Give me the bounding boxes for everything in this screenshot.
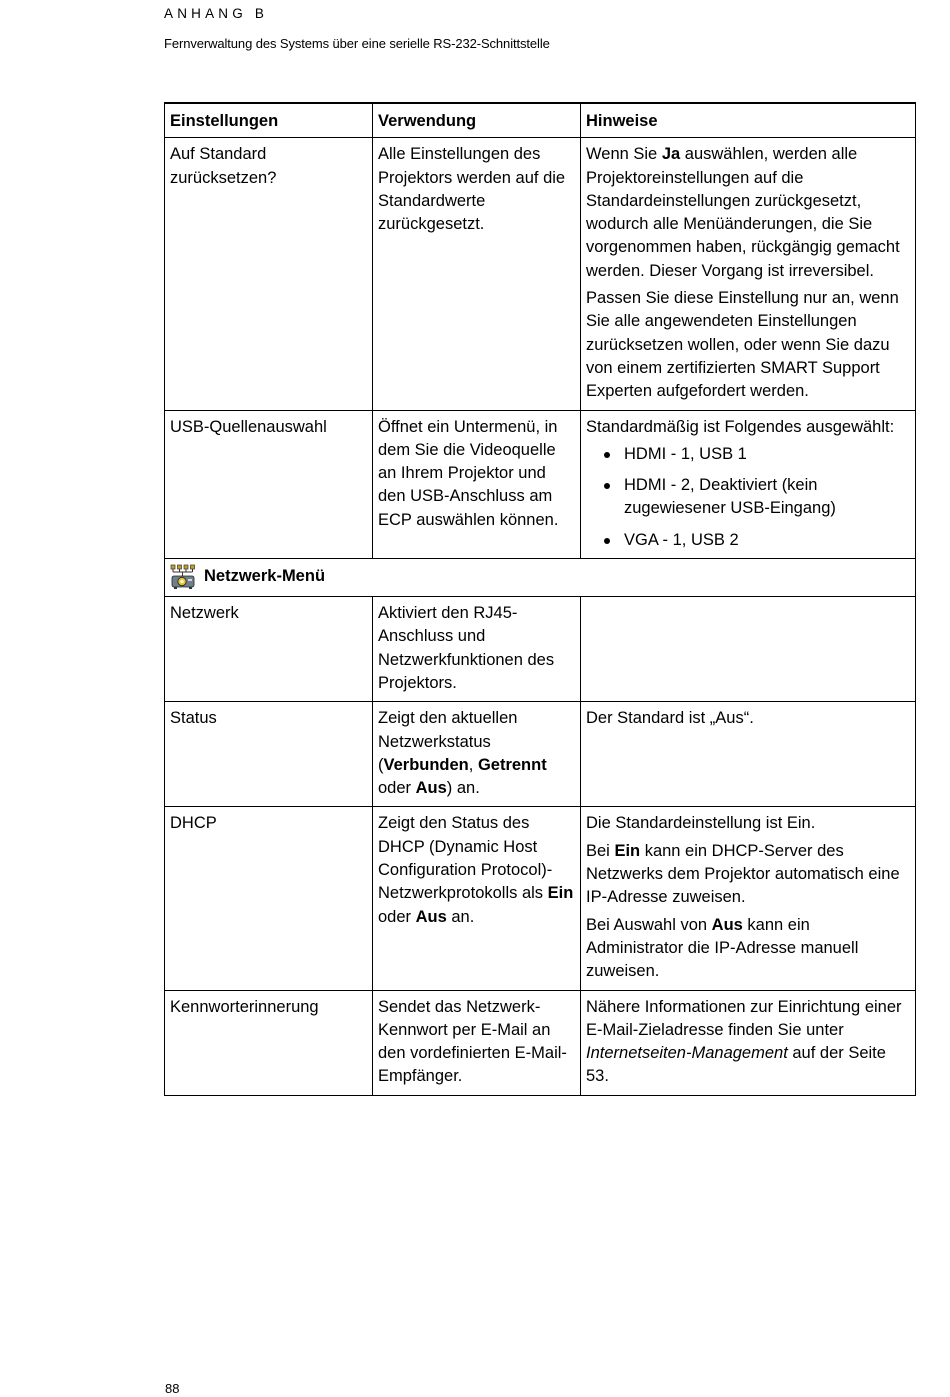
table-row xyxy=(165,807,916,990)
table-row xyxy=(165,990,916,1095)
bold-term: Verbunden xyxy=(383,755,469,774)
bullet-icon xyxy=(604,452,610,458)
table-row xyxy=(165,597,916,702)
text-run: auf der Seite 53. xyxy=(586,1044,886,1086)
setting-cell: Netzwerk xyxy=(165,597,373,702)
text-run: Wenn Sie xyxy=(586,145,662,164)
section-row xyxy=(165,559,916,597)
text-run: Zeigt den Status des DHCP (Dynamic Host Configuration Protocol)-Netzwerkprotokolls als xyxy=(378,814,553,903)
list-item-text: HDMI - 1, USB 1 xyxy=(624,444,747,463)
notes-paragraph: Passen Sie diese Einstellung nur an, wenn Sie alle angewendeten Einstellungen zurücksetzen wollen, oder wenn Sie dazu von einem zertifizierten SMART Support Experten aufgefordert werden. xyxy=(586,289,899,401)
notes-cell xyxy=(581,597,916,702)
text-run: Bei xyxy=(586,841,615,860)
text-run: oder xyxy=(378,907,416,926)
text-run: kann ein DHCP-Server des Netzwerks dem Projektor automatisch eine IP-Adresse zuweisen. xyxy=(586,841,900,907)
section-title-text: Netzwerk-Menü xyxy=(204,567,326,586)
setting-cell: DHCP xyxy=(165,807,373,990)
network-menu-icon xyxy=(170,564,196,590)
setting-cell: USB-Quellenauswahl xyxy=(165,410,373,558)
bullet-list xyxy=(586,443,909,552)
bullet-icon xyxy=(604,483,610,489)
text-run: an. xyxy=(446,907,475,926)
notes-paragraph: Die Standardeinstellung ist Ein. xyxy=(586,814,816,833)
text-run: Zeigt den aktuellen Netzwerkstatus ( xyxy=(378,709,518,774)
notes-paragraph xyxy=(586,914,909,984)
setting-cell: Auf Standard zurücksetzen? xyxy=(165,138,373,410)
notes-cell xyxy=(581,807,916,990)
text-run: ) an. xyxy=(446,779,480,798)
text-run: oder xyxy=(378,779,416,798)
bold-term: Getrennt xyxy=(477,755,547,774)
table-header-row xyxy=(165,103,916,138)
list-item xyxy=(586,474,909,521)
notes-paragraph xyxy=(586,840,909,910)
list-item xyxy=(586,529,909,552)
bold-term: Aus xyxy=(415,907,447,926)
appendix-label: ANHANG B xyxy=(164,6,269,21)
notes-cell xyxy=(581,990,916,1095)
text-run: auswählen, werden alle Projektoreinstellungen auf die Standardeinstellungen zurückgesetzt, wodurch alle Menüänderungen, die Sie vorgenommen haben, rückgängig gemacht werden. Dieser Vorgang ist irreversibel. xyxy=(586,145,900,280)
table-row xyxy=(165,702,916,807)
usage-cell: Alle Einstellungen des Projektors werden auf die Standardwerte zurückgesetzt. xyxy=(373,138,581,410)
cross-reference-link[interactable]: Internetseiten-Management xyxy=(586,1044,788,1063)
bold-term: Ein xyxy=(614,841,641,860)
setting-cell: Kennworterinnerung xyxy=(165,990,373,1095)
column-header-settings: Einstellungen xyxy=(165,103,373,138)
text-run: Bei Auswahl von xyxy=(586,915,712,934)
bold-term: Ja xyxy=(661,145,681,164)
usage-cell: Aktiviert den RJ45-Anschluss und Netzwerkfunktionen des Projektors. xyxy=(373,597,581,702)
list-item xyxy=(586,443,909,466)
page-number: 88 xyxy=(165,1381,180,1396)
notes-cell: Der Standard ist „Aus“. xyxy=(581,702,916,807)
bold-term: Aus xyxy=(415,779,447,798)
column-header-notes: Hinweise xyxy=(581,103,916,138)
text-run: Nähere Informationen zur Einrichtung einer E-Mail-Zieladresse finden Sie unter xyxy=(586,997,902,1039)
page-subtitle: Fernverwaltung des Systems über eine serielle RS-232-Schnittstelle xyxy=(164,36,550,51)
bullet-icon xyxy=(604,538,610,544)
notes-paragraph: Standardmäßig ist Folgendes ausgewählt: xyxy=(586,417,895,436)
settings-table xyxy=(164,102,916,1096)
bold-term: Ein xyxy=(547,884,574,903)
usage-cell xyxy=(373,702,581,807)
notes-cell xyxy=(581,138,916,410)
list-item-text: VGA - 1, USB 2 xyxy=(624,530,739,549)
notes-paragraph xyxy=(586,143,909,283)
table-row xyxy=(165,410,916,558)
table-row xyxy=(165,138,916,410)
text-run: kann ein Administrator die IP-Adresse manuell zuweisen. xyxy=(586,915,859,981)
list-item-text: HDMI - 2, Deaktiviert (kein zugewiesener USB-Eingang) xyxy=(624,476,836,518)
bold-term: Aus xyxy=(711,915,743,934)
section-cell xyxy=(165,559,916,597)
usage-cell: Öffnet ein Untermenü, in dem Sie die Videoquelle an Ihrem Projektor und den USB-Anschluss am ECP auswählen können. xyxy=(373,410,581,558)
usage-cell: Sendet das Netzwerk-Kennwort per E-Mail an den vordefinierten E-Mail-Empfänger. xyxy=(373,990,581,1095)
usage-cell xyxy=(373,807,581,990)
section-title xyxy=(170,564,909,590)
text-run: , xyxy=(468,755,478,774)
setting-cell: Status xyxy=(165,702,373,807)
column-header-usage: Verwendung xyxy=(373,103,581,138)
notes-cell xyxy=(581,410,916,558)
